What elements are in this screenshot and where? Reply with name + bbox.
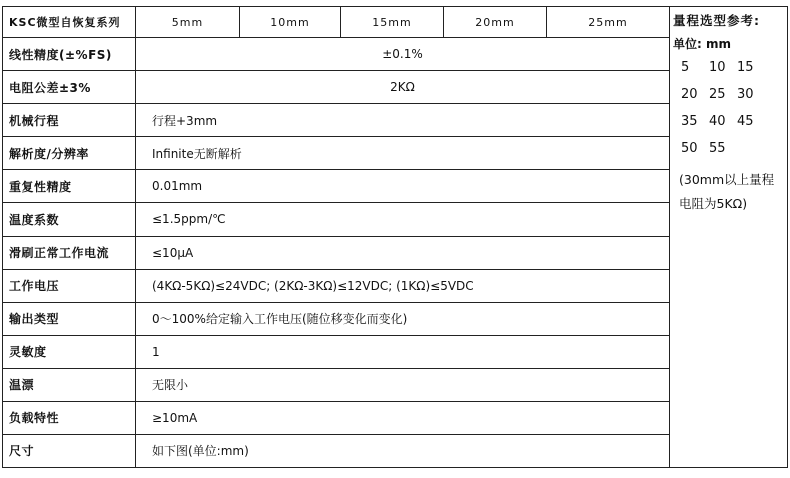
spec-value: (4KΩ-5KΩ)≤24VDC; (2KΩ-3KΩ)≤12VDC; (1KΩ)≤5VDC [136,269,670,302]
range-reference-title: 量程选型参考: [673,13,760,28]
spec-value: ≥10mA [136,401,670,434]
spec-table [2,6,670,468]
spec-value: 行程+3mm [136,104,670,137]
table-row [3,38,670,71]
range-list [673,60,787,156]
spec-value: Infinite无断解析 [136,137,670,170]
spec-label: 滑刷正常工作电流 [3,236,136,269]
spec-label: 温漂 [3,368,136,401]
range-value: 35 [681,114,698,129]
spec-value: 0～100%给定输入工作电压(随位移变化而变化) [136,302,670,335]
range-reference-panel [669,6,788,468]
range-row [673,141,787,156]
spec-value: ±0.1% [136,38,670,71]
range-value: 10 [709,60,726,75]
table-row [3,203,670,236]
range-value: 15 [737,60,754,75]
spec-label: 工作电压 [3,269,136,302]
spec-value: 0.01mm [136,170,670,203]
col-15mm: 15mm [341,7,444,38]
range-note-line2: 电阻为5KΩ) [679,196,748,211]
range-value: 50 [681,141,698,156]
spec-label: 尺寸 [3,434,136,467]
spec-value: ≤10μA [136,236,670,269]
range-value: 5 [681,60,690,75]
range-value: 55 [709,141,726,156]
spec-label: 负载特性 [3,401,136,434]
spec-label: 线性精度(±%FS) [3,38,136,71]
spec-label: 重复性精度 [3,170,136,203]
range-value: 40 [709,114,726,129]
spec-label: 电阻公差±3% [3,71,136,104]
spec-value: 如下图(单位:mm) [136,434,670,467]
table-row [3,104,670,137]
col-5mm: 5mm [136,7,240,38]
table-row [3,71,670,104]
col-20mm: 20mm [444,7,547,38]
range-value: 20 [681,87,698,102]
spec-value: 2KΩ [136,71,670,104]
spec-value: 无限小 [136,368,670,401]
range-row [673,60,787,75]
table-row [3,170,670,203]
spec-value: 1 [136,335,670,368]
spec-label: 机械行程 [3,104,136,137]
range-value: 25 [709,87,726,102]
table-row [3,269,670,302]
spec-value: ≤1.5ppm/℃ [136,203,670,236]
range-unit: 单位: mm [673,37,731,51]
table-row [3,368,670,401]
spec-label: 输出类型 [3,302,136,335]
col-10mm: 10mm [240,7,341,38]
table-row [3,434,670,467]
table-row [3,335,670,368]
table-header-row [3,7,670,38]
range-value: 30 [737,87,754,102]
range-value: 45 [737,114,754,129]
table-row [3,236,670,269]
series-header: KSC微型自恢复系列 [3,7,136,38]
range-row [673,87,787,102]
table-row [3,137,670,170]
spec-label: 温度系数 [3,203,136,236]
table-row [3,302,670,335]
range-row [673,114,787,129]
table-row [3,401,670,434]
range-note [673,168,787,216]
spec-label: 灵敏度 [3,335,136,368]
range-note-line1: (30mm以上量程 [679,172,775,187]
col-25mm: 25mm [547,7,670,38]
spec-label: 解析度/分辨率 [3,137,136,170]
